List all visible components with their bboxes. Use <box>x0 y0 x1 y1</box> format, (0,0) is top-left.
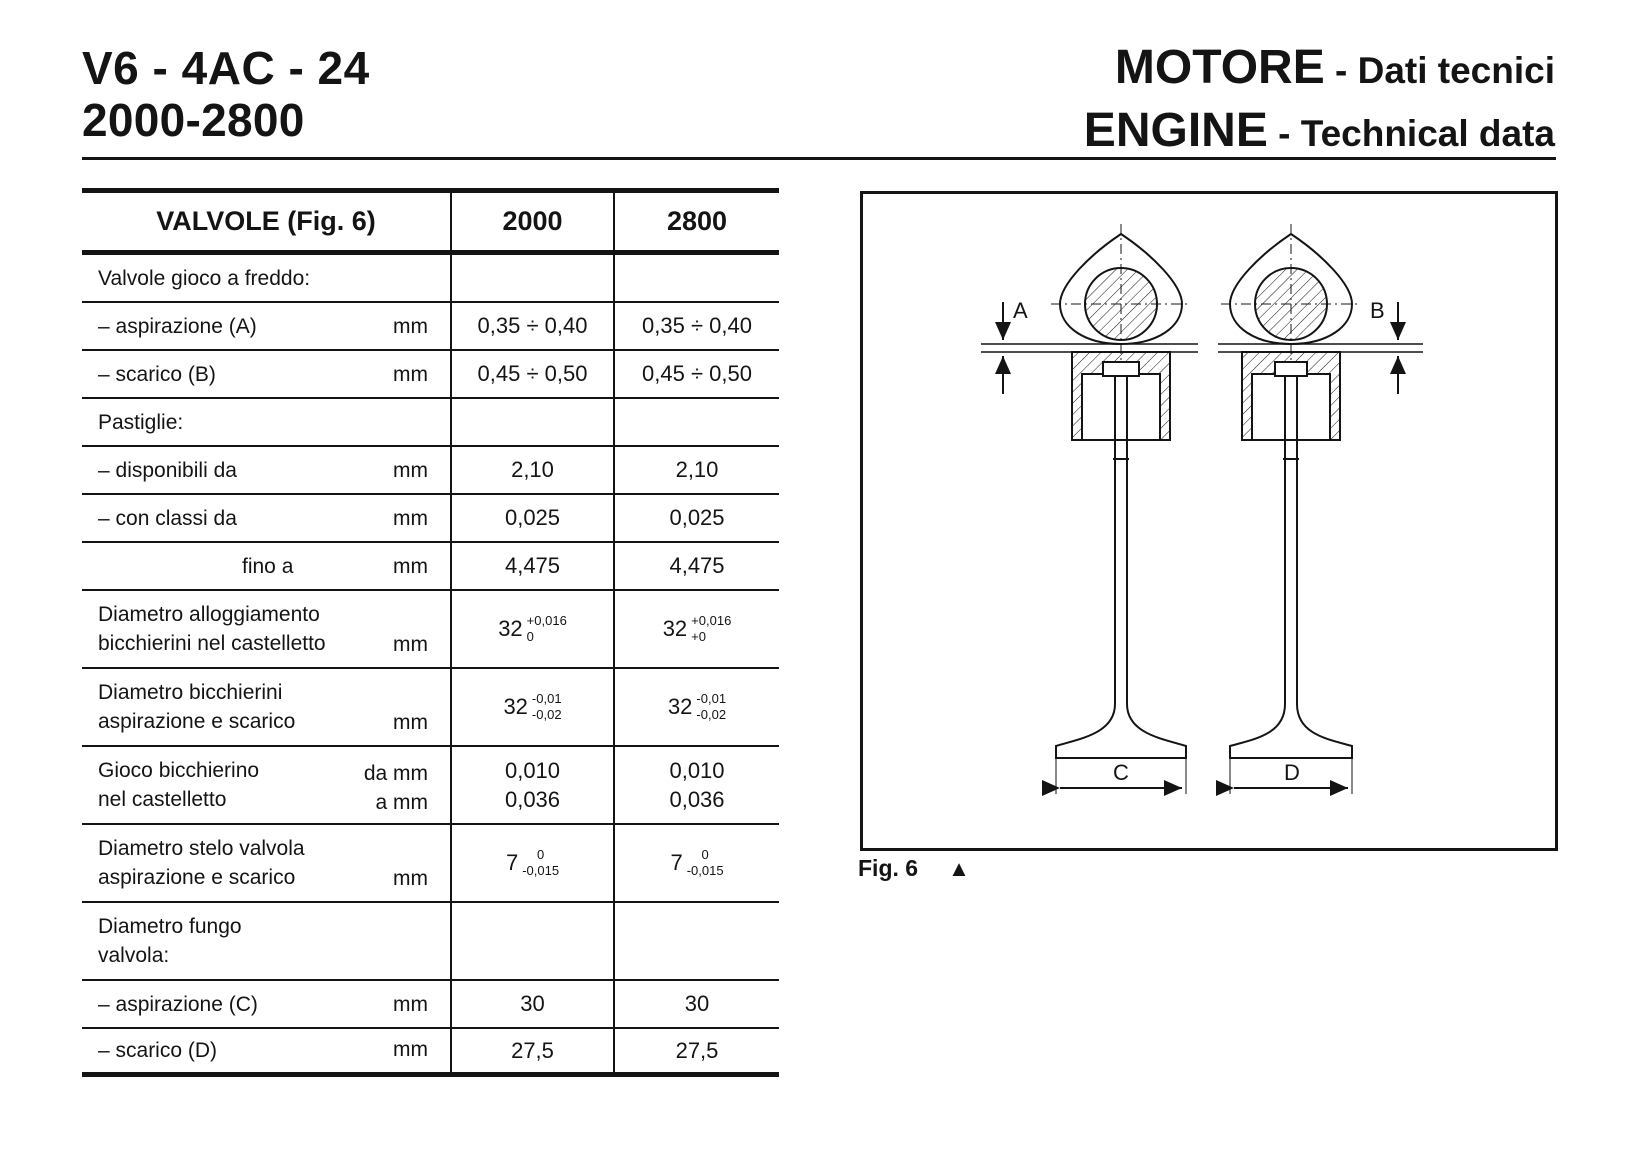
table-row <box>82 669 779 747</box>
row-value-2000: 30 <box>452 981 615 1027</box>
row-value-2000: 0,35 ÷ 0,40 <box>452 303 615 349</box>
tolerance-upper: 0 <box>701 847 709 862</box>
row-value-2800 <box>615 669 779 745</box>
table-row <box>82 399 779 447</box>
figure-6-frame <box>860 191 1558 851</box>
table-row <box>82 591 779 669</box>
tolerance-base: 7 <box>505 850 519 875</box>
tolerance-base: 32 <box>498 616 523 641</box>
tolerance-upper: +0,016 <box>526 613 567 628</box>
row-label-line2: bicchierini nel castelletto <box>98 632 326 655</box>
value-min: 0,010 <box>669 758 725 783</box>
row-label: – disponibili da <box>98 458 237 482</box>
row-value-2000 <box>452 669 615 745</box>
row-label-line1: Diametro alloggiamento <box>98 603 320 626</box>
row-value-2800: 2,10 <box>675 457 719 482</box>
table-row <box>82 825 779 903</box>
tolerance-limits <box>522 847 559 879</box>
row-unit: mm <box>393 633 428 656</box>
tolerance-lower: -0,02 <box>531 707 562 722</box>
row-value-2800: 30 <box>684 991 710 1016</box>
row-label: Pastiglie: <box>82 399 452 445</box>
intake-valve-head <box>1056 704 1186 758</box>
row-value-2000 <box>452 903 615 979</box>
tolerance-limits <box>527 613 567 645</box>
title-english-main: ENGINE <box>1083 104 1268 157</box>
exhaust-valve-drawing <box>1221 224 1361 794</box>
row-label-line1: Gioco bicchierino <box>98 759 260 782</box>
table-row <box>82 747 779 825</box>
row-label-cell <box>82 825 452 901</box>
row-unit: mm <box>393 993 428 1016</box>
tolerance-lower: -0,02 <box>696 707 727 722</box>
row-label: Valvole gioco a freddo: <box>82 255 452 301</box>
row-value-2800 <box>615 591 779 667</box>
row-unit: mm <box>393 363 428 386</box>
row-value-2000: 0,025 <box>452 495 615 541</box>
tolerance-lower: -0,015 <box>686 863 724 878</box>
row-value-2000 <box>452 399 615 445</box>
row-label-line2: valvola: <box>98 944 170 967</box>
table-row <box>82 447 779 495</box>
row-value-2000: 4,475 <box>452 543 615 589</box>
exhaust-valve-head <box>1230 704 1352 758</box>
row-label-cell <box>82 1029 452 1072</box>
title-italian <box>1084 42 1555 105</box>
row-label: – aspirazione (C) <box>98 992 258 1016</box>
row-label: – scarico (B) <box>98 362 216 386</box>
tolerance-base: 32 <box>667 694 693 719</box>
row-value-2800 <box>615 747 779 823</box>
row-label-cell <box>82 495 452 541</box>
row-unit: mm <box>393 711 428 734</box>
row-value-2800: 0,45 ÷ 0,50 <box>642 361 752 386</box>
value-max: 0,036 <box>669 787 725 812</box>
figure-caption-text: Fig. 6 <box>858 855 919 881</box>
tolerance-value <box>668 691 726 723</box>
value-min: 0,010 <box>504 758 561 783</box>
tolerance-upper: +0,016 <box>691 613 732 628</box>
row-value-2800: 4,475 <box>669 553 725 578</box>
row-label: fino a <box>242 554 294 578</box>
header-divider <box>82 157 1556 160</box>
figure-caption <box>858 855 970 882</box>
row-label-line2: nel castelletto <box>98 788 227 811</box>
title-italian-main: MOTORE <box>1114 41 1325 94</box>
row-value-2000 <box>452 747 615 823</box>
row-label-cell <box>82 303 452 349</box>
row-label-cell <box>82 981 452 1027</box>
row-label-cell <box>82 747 452 823</box>
tolerance-value <box>503 691 561 723</box>
tolerance-upper: -0,01 <box>696 691 727 706</box>
row-label-line1: Diametro stelo valvola <box>98 837 305 860</box>
value-stack <box>669 756 724 814</box>
section-title-header <box>1084 42 1555 168</box>
row-value-2000: 2,10 <box>452 447 615 493</box>
tolerance-base: 32 <box>662 616 688 641</box>
row-value-2800 <box>615 903 779 979</box>
label-a: A <box>1013 298 1028 323</box>
table-row <box>82 495 779 543</box>
row-unit-line1: da mm <box>363 762 428 785</box>
triangle-up-icon: ▲ <box>948 855 970 881</box>
row-value-2000 <box>452 255 615 301</box>
tolerance-limits <box>696 691 726 723</box>
table-row <box>82 981 779 1029</box>
table-row <box>82 255 779 303</box>
title-italian-sub: - Dati tecnici <box>1324 50 1555 91</box>
tolerance-base: 32 <box>503 694 528 719</box>
row-label-cell <box>82 447 452 493</box>
valves-spec-table <box>82 188 779 1077</box>
row-label-cell <box>82 669 452 745</box>
row-unit: mm <box>393 507 428 530</box>
row-unit: mm <box>393 867 428 890</box>
tolerance-lower: 0 <box>526 629 534 644</box>
tolerance-limits <box>691 613 731 645</box>
row-value-2000 <box>452 591 615 667</box>
tolerance-lower: +0 <box>691 629 706 644</box>
label-d: D <box>1284 760 1300 785</box>
row-label-line1: Diametro fungo <box>98 915 242 938</box>
row-label: – aspirazione (A) <box>98 314 257 338</box>
row-value-2800: 27,5 <box>675 1037 719 1063</box>
label-b: B <box>1370 298 1385 323</box>
model-title: V6 - 4AC - 24 <box>82 42 370 94</box>
row-value-2800: 0,025 <box>669 505 725 530</box>
row-unit: mm <box>393 315 428 338</box>
value-max: 0,036 <box>504 787 561 812</box>
label-c: C <box>1113 760 1129 785</box>
table-row <box>82 351 779 399</box>
row-value-2000: 27,5 <box>452 1029 615 1072</box>
tolerance-lower: -0,015 <box>522 863 560 878</box>
table-row <box>82 303 779 351</box>
row-value-2800 <box>615 825 779 901</box>
tolerance-value <box>506 847 559 879</box>
row-value-2000: 0,45 ÷ 0,50 <box>452 351 615 397</box>
row-label-cell <box>82 351 452 397</box>
row-label: – con classi da <box>98 506 237 530</box>
tolerance-base: 7 <box>670 850 683 875</box>
tolerance-upper: -0,01 <box>531 691 562 706</box>
tolerance-limits <box>532 691 562 723</box>
valve-clearance-diagram <box>863 194 1555 848</box>
value-stack <box>505 756 560 814</box>
intake-valve-drawing <box>1051 224 1191 794</box>
row-label-line1: Diametro bicchierini <box>98 681 283 704</box>
row-label-line2: aspirazione e scarico <box>98 866 296 889</box>
table-row <box>82 543 779 591</box>
row-label: – scarico (D) <box>98 1039 218 1062</box>
row-value-2800: 0,35 ÷ 0,40 <box>642 313 752 338</box>
row-value-2000 <box>452 825 615 901</box>
row-label-cell <box>82 543 452 589</box>
header-col-2800: 2800 <box>666 206 728 236</box>
row-label-cell <box>82 903 452 979</box>
row-unit: mm <box>393 555 428 578</box>
header-col-2000: 2000 <box>452 193 615 250</box>
tolerance-upper: 0 <box>537 847 545 862</box>
row-label-cell <box>82 591 452 667</box>
row-unit <box>364 759 428 817</box>
tolerance-value <box>498 613 567 645</box>
tolerance-value <box>670 847 723 879</box>
row-unit: mm <box>393 459 428 482</box>
row-label-line2: aspirazione e scarico <box>98 710 296 733</box>
model-years: 2000-2800 <box>82 94 305 146</box>
table-header-row <box>82 193 779 255</box>
row-unit-line2: a mm <box>375 791 428 814</box>
table-row <box>82 1029 779 1077</box>
table-row <box>82 903 779 981</box>
row-value-2800 <box>615 399 779 445</box>
header-label: VALVOLE (Fig. 6) <box>82 193 452 250</box>
tolerance-limits <box>687 847 724 879</box>
tolerance-value <box>663 613 732 645</box>
document-model-header <box>82 42 370 146</box>
row-value-2800 <box>615 255 779 301</box>
title-english-sub: - Technical data <box>1267 113 1555 154</box>
row-unit: mm <box>393 1038 428 1061</box>
